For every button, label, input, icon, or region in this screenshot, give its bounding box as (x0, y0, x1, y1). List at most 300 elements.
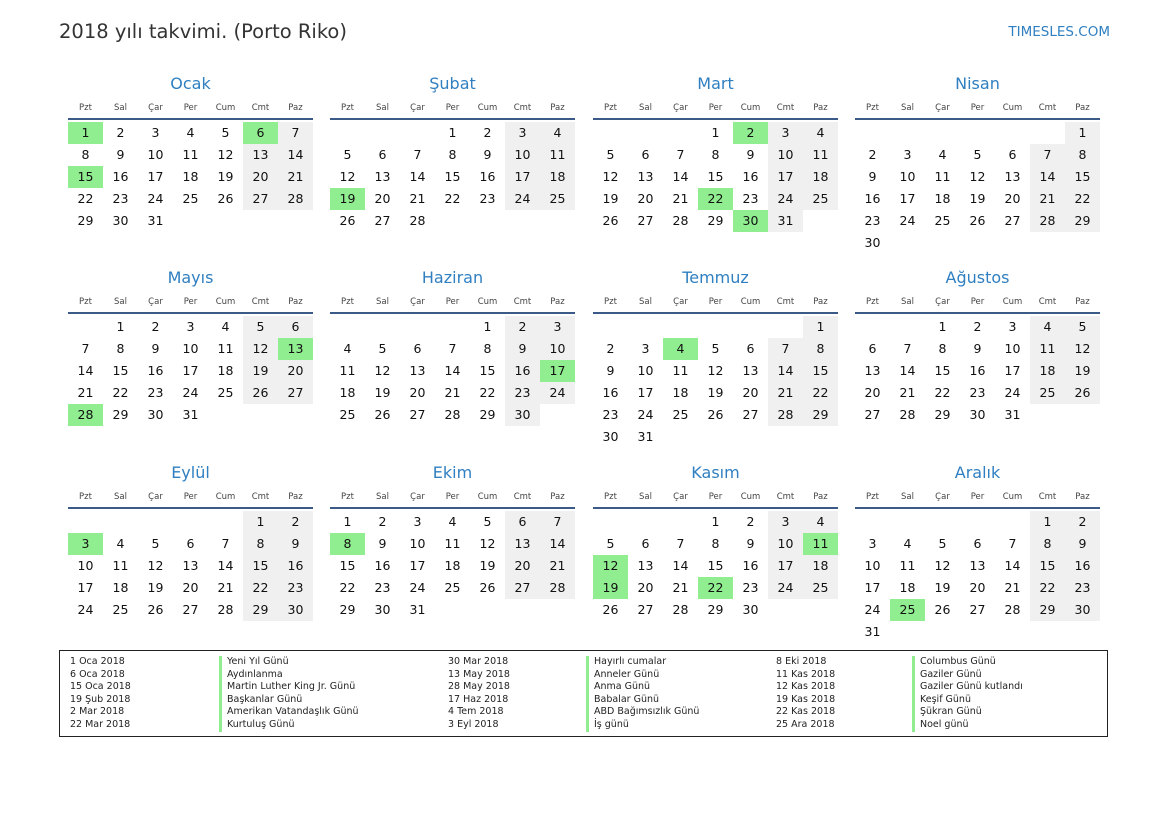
day-cell: 20 (742, 385, 759, 400)
day-grid (593, 511, 838, 621)
day-cell: 6 (1008, 147, 1017, 162)
legend-date: 17 Haz 2018 (448, 693, 509, 705)
day-cell: 15 (444, 169, 461, 184)
day-cell: 14 (899, 363, 916, 378)
day-cell: 23 (742, 191, 759, 206)
day-cell: 13 (742, 363, 759, 378)
day-cell: 9 (151, 341, 160, 356)
day-cell: 15 (243, 555, 278, 577)
weekday-label: Cum (1002, 297, 1023, 307)
day-cell: 21 (1030, 188, 1065, 210)
weekday-label: Çar (935, 492, 950, 502)
empty-cell (435, 316, 470, 338)
day-cell: 30 (505, 404, 540, 426)
day-cell: 6 (378, 147, 387, 162)
day-cell: 2 (151, 319, 160, 334)
day-cell: 4 (1030, 316, 1065, 338)
day-cell: 22 (479, 385, 496, 400)
day-cell: 7 (413, 147, 422, 162)
weekday-label: Paz (550, 297, 565, 307)
day-cell: 24 (637, 407, 654, 422)
day-cell: 7 (448, 341, 457, 356)
day-cell: 3 (768, 122, 803, 144)
day-cell: 29 (479, 407, 496, 422)
day-cell: 12 (339, 169, 356, 184)
day-cell: 26 (479, 580, 496, 595)
day-cell: 30 (1065, 599, 1100, 621)
legend-date: 15 Oca 2018 (70, 681, 131, 693)
day-cell: 5 (1065, 316, 1100, 338)
day-cell: 11 (899, 558, 916, 573)
day-cell: 3 (540, 316, 575, 338)
day-cell: 8 (330, 533, 365, 555)
weekday-label: Cmt (1038, 297, 1057, 307)
legend-holiday-name: Columbus Günü (912, 656, 1023, 669)
weekday-label: Per (183, 103, 198, 113)
day-cell: 19 (969, 191, 986, 206)
weekday-label: Sal (639, 492, 652, 502)
day-cell: 13 (864, 363, 881, 378)
day-cell: 17 (899, 191, 916, 206)
day-grid (330, 316, 575, 426)
day-cell: 25 (112, 602, 129, 617)
legend-holiday-name: Gaziler Günü (912, 669, 1023, 682)
weekday-header (330, 487, 575, 507)
day-cell: 11 (803, 533, 838, 555)
day-cell: 22 (934, 385, 951, 400)
weekday-label: Per (970, 297, 985, 307)
day-cell: 23 (112, 191, 129, 206)
day-cell: 7 (676, 147, 685, 162)
day-cell: 2 (868, 147, 877, 162)
weekday-label: Per (708, 492, 723, 502)
day-cell: 3 (505, 122, 540, 144)
day-cell: 31 (637, 429, 654, 444)
day-cell: 24 (864, 602, 881, 617)
day-cell: 3 (903, 147, 912, 162)
day-cell: 31 (409, 602, 426, 617)
month-block (68, 72, 313, 232)
day-cell: 15 (707, 169, 724, 184)
day-cell: 29 (803, 404, 838, 426)
day-cell: 16 (147, 363, 164, 378)
weekday-label: Paz (288, 103, 303, 113)
weekday-label: Sal (376, 103, 389, 113)
empty-cell (628, 316, 663, 338)
day-cell: 2 (973, 319, 982, 334)
header-divider (855, 312, 1100, 314)
day-cell: 11 (1030, 338, 1065, 360)
month-block (593, 461, 838, 621)
day-cell: 6 (243, 122, 278, 144)
day-cell: 26 (602, 602, 619, 617)
month-block (593, 72, 838, 232)
day-cell: 18 (540, 166, 575, 188)
day-cell: 26 (147, 602, 164, 617)
day-cell: 6 (413, 341, 422, 356)
day-cell: 25 (182, 191, 199, 206)
day-cell: 16 (112, 169, 129, 184)
day-cell: 30 (864, 235, 881, 250)
weekday-label: Çar (410, 492, 425, 502)
day-cell: 21 (672, 580, 689, 595)
day-cell: 5 (938, 536, 947, 551)
day-cell: 15 (707, 558, 724, 573)
day-cell: 16 (602, 385, 619, 400)
day-cell: 30 (147, 407, 164, 422)
day-cell: 28 (899, 407, 916, 422)
day-cell: 28 (217, 602, 234, 617)
empty-cell (103, 511, 138, 533)
day-cell: 20 (278, 360, 313, 382)
legend-holiday-name: Şükran Günü (912, 706, 1023, 719)
day-cell: 10 (147, 147, 164, 162)
day-cell: 21 (672, 191, 689, 206)
header-divider (68, 507, 313, 509)
day-cell: 29 (243, 599, 278, 621)
day-cell: 7 (278, 122, 313, 144)
site-link[interactable]: TIMESLES.COM (1008, 24, 1110, 40)
empty-cell (768, 316, 803, 338)
weekday-label: Per (445, 492, 460, 502)
day-cell: 28 (444, 407, 461, 422)
day-cell: 17 (147, 169, 164, 184)
month-name: Ekim (432, 463, 473, 482)
legend-date: 22 Kas 2018 (776, 706, 836, 718)
day-cell: 9 (505, 338, 540, 360)
day-cell: 4 (448, 514, 457, 529)
day-cell: 2 (505, 316, 540, 338)
day-cell: 10 (182, 341, 199, 356)
weekday-label: Sal (639, 103, 652, 113)
day-cell: 3 (868, 536, 877, 551)
day-cell: 19 (934, 580, 951, 595)
legend-names-col-2 (586, 656, 699, 732)
weekday-label: Per (708, 103, 723, 113)
day-grid (855, 122, 1100, 254)
day-cell: 1 (68, 122, 103, 144)
day-cell: 20 (864, 385, 881, 400)
day-cell: 18 (934, 191, 951, 206)
empty-cell (855, 511, 890, 533)
day-cell: 11 (540, 144, 575, 166)
empty-cell (365, 122, 400, 144)
weekday-label: Çar (935, 103, 950, 113)
header-divider (330, 312, 575, 314)
day-cell: 8 (1065, 144, 1100, 166)
day-cell: 17 (182, 363, 199, 378)
day-cell: 27 (243, 188, 278, 210)
day-cell: 26 (339, 213, 356, 228)
day-cell: 7 (1030, 144, 1065, 166)
weekday-label: Cmt (251, 492, 270, 502)
day-cell: 8 (81, 147, 90, 162)
day-cell: 1 (711, 514, 720, 529)
day-cell: 1 (938, 319, 947, 334)
day-cell: 22 (77, 191, 94, 206)
day-cell: 23 (374, 580, 391, 595)
day-cell: 24 (1004, 385, 1021, 400)
day-cell: 6 (505, 511, 540, 533)
day-cell: 18 (672, 385, 689, 400)
day-cell: 2 (278, 511, 313, 533)
day-cell: 23 (147, 385, 164, 400)
day-cell: 5 (973, 147, 982, 162)
day-cell: 25 (540, 188, 575, 210)
day-cell: 18 (1030, 360, 1065, 382)
day-cell: 3 (641, 341, 650, 356)
weekday-label: Cum (740, 297, 761, 307)
day-cell: 17 (768, 555, 803, 577)
weekday-label: Cmt (1038, 103, 1057, 113)
legend-names-col-3 (912, 656, 1023, 732)
weekday-label: Çar (148, 297, 163, 307)
day-cell: 29 (112, 407, 129, 422)
day-cell: 31 (864, 624, 881, 639)
day-cell: 30 (742, 602, 759, 617)
day-cell: 18 (803, 555, 838, 577)
day-cell: 12 (374, 363, 391, 378)
weekday-label: Pzt (341, 297, 354, 307)
empty-cell (68, 316, 103, 338)
day-cell: 3 (151, 125, 160, 140)
legend-holiday-name: Anma Günü (586, 681, 699, 694)
weekday-label: Paz (813, 492, 828, 502)
day-cell: 29 (77, 213, 94, 228)
day-cell: 23 (864, 213, 881, 228)
weekday-label: Sal (901, 297, 914, 307)
day-cell: 18 (444, 558, 461, 573)
day-cell: 6 (641, 536, 650, 551)
day-cell: 10 (864, 558, 881, 573)
day-cell: 25 (1030, 382, 1065, 404)
day-cell: 24 (540, 382, 575, 404)
day-cell: 12 (969, 169, 986, 184)
day-cell: 19 (707, 385, 724, 400)
weekday-label: Per (445, 297, 460, 307)
day-cell: 8 (711, 536, 720, 551)
day-cell: 8 (938, 341, 947, 356)
day-cell: 14 (1030, 166, 1065, 188)
day-cell: 26 (217, 191, 234, 206)
day-cell: 9 (116, 147, 125, 162)
day-cell: 15 (934, 363, 951, 378)
weekday-label: Pzt (866, 492, 879, 502)
day-cell: 7 (1008, 536, 1017, 551)
header-divider (593, 312, 838, 314)
day-cell: 27 (1004, 213, 1021, 228)
day-cell: 13 (243, 144, 278, 166)
legend-dates-col-2 (448, 656, 510, 732)
empty-cell (855, 122, 890, 144)
day-cell: 16 (505, 360, 540, 382)
day-cell: 2 (378, 514, 387, 529)
weekday-label: Paz (813, 297, 828, 307)
day-cell: 11 (444, 536, 461, 551)
month-block (855, 461, 1100, 643)
day-cell: 14 (672, 169, 689, 184)
day-cell: 28 (768, 404, 803, 426)
day-cell: 7 (81, 341, 90, 356)
day-cell: 9 (378, 536, 387, 551)
day-cell: 27 (409, 407, 426, 422)
day-cell: 11 (182, 147, 199, 162)
weekday-label: Cum (477, 103, 498, 113)
day-cell: 10 (77, 558, 94, 573)
day-cell: 12 (479, 536, 496, 551)
day-cell: 23 (742, 580, 759, 595)
legend-holiday-name: Hayırlı cumalar (586, 656, 699, 669)
day-cell: 13 (637, 169, 654, 184)
day-cell: 20 (969, 580, 986, 595)
weekday-label: Pzt (79, 103, 92, 113)
weekday-header (330, 98, 575, 118)
empty-cell (365, 316, 400, 338)
empty-cell (890, 316, 925, 338)
day-grid (68, 122, 313, 232)
day-cell: 16 (1065, 555, 1100, 577)
day-cell: 21 (768, 382, 803, 404)
day-cell: 8 (116, 341, 125, 356)
day-cell: 5 (151, 536, 160, 551)
day-cell: 23 (479, 191, 496, 206)
day-cell: 20 (374, 191, 391, 206)
month-name: Ağustos (945, 268, 1010, 287)
day-cell: 6 (868, 341, 877, 356)
legend-holiday-name: Aydınlanma (219, 669, 359, 682)
day-cell: 29 (707, 602, 724, 617)
day-cell: 28 (409, 213, 426, 228)
empty-cell (663, 316, 698, 338)
empty-cell (593, 316, 628, 338)
page-title: 2018 yılı takvimi. (Porto Riko) (59, 20, 347, 43)
day-cell: 11 (672, 363, 689, 378)
weekday-label: Pzt (604, 492, 617, 502)
day-cell: 22 (339, 580, 356, 595)
day-cell: 27 (969, 602, 986, 617)
weekday-header (68, 98, 313, 118)
day-cell: 9 (483, 147, 492, 162)
empty-cell (68, 511, 103, 533)
day-cell: 4 (903, 536, 912, 551)
day-cell: 1 (803, 316, 838, 338)
weekday-header (593, 487, 838, 507)
empty-cell (663, 511, 698, 533)
weekday-label: Paz (1075, 297, 1090, 307)
day-cell: 8 (483, 341, 492, 356)
day-grid (330, 122, 575, 232)
day-cell: 10 (768, 144, 803, 166)
header-divider (68, 118, 313, 120)
day-cell: 22 (803, 382, 838, 404)
day-cell: 14 (278, 144, 313, 166)
legend-holiday-name: Keşif Günü (912, 694, 1023, 707)
legend-holiday-name: İş günü (586, 719, 699, 732)
day-cell: 1 (243, 511, 278, 533)
month-block (68, 266, 313, 426)
legend-holiday-name: Yeni Yıl Günü (219, 656, 359, 669)
day-cell: 5 (243, 316, 278, 338)
weekday-label: Pzt (341, 103, 354, 113)
day-cell: 26 (934, 602, 951, 617)
day-cell: 22 (1065, 188, 1100, 210)
day-cell: 22 (698, 188, 733, 210)
day-cell: 5 (483, 514, 492, 529)
weekday-label: Çar (935, 297, 950, 307)
empty-cell (995, 511, 1030, 533)
day-cell: 28 (68, 404, 103, 426)
day-cell: 26 (602, 213, 619, 228)
day-cell: 20 (182, 580, 199, 595)
day-cell: 19 (1065, 360, 1100, 382)
day-cell: 9 (868, 169, 877, 184)
legend-date: 6 Oca 2018 (70, 668, 125, 680)
weekday-label: Per (183, 492, 198, 502)
day-cell: 3 (186, 319, 195, 334)
day-cell: 29 (707, 213, 724, 228)
weekday-label: Paz (1075, 492, 1090, 502)
day-cell: 12 (707, 363, 724, 378)
day-cell: 8 (448, 147, 457, 162)
day-cell: 24 (182, 385, 199, 400)
day-cell: 6 (186, 536, 195, 551)
weekday-label: Cmt (776, 297, 795, 307)
day-cell: 5 (343, 147, 352, 162)
weekday-label: Pzt (866, 103, 879, 113)
weekday-label: Per (970, 103, 985, 113)
header-divider (68, 312, 313, 314)
day-cell: 30 (374, 602, 391, 617)
day-cell: 20 (1004, 191, 1021, 206)
weekday-label: Pzt (341, 492, 354, 502)
weekday-label: Per (708, 297, 723, 307)
day-cell: 17 (864, 580, 881, 595)
day-cell: 1 (483, 319, 492, 334)
month-block (330, 461, 575, 621)
day-cell: 28 (672, 602, 689, 617)
day-cell: 11 (217, 341, 234, 356)
legend-date: 3 Eyl 2018 (448, 718, 499, 730)
day-cell: 11 (803, 144, 838, 166)
day-cell: 1 (343, 514, 352, 529)
legend-names-col-1 (219, 656, 359, 732)
weekday-label: Çar (673, 297, 688, 307)
day-cell: 30 (278, 599, 313, 621)
day-cell: 13 (182, 558, 199, 573)
day-cell: 4 (938, 147, 947, 162)
day-cell: 16 (479, 169, 496, 184)
day-cell: 8 (711, 147, 720, 162)
day-cell: 28 (540, 577, 575, 599)
weekday-label: Paz (550, 492, 565, 502)
day-cell: 30 (112, 213, 129, 228)
day-cell: 25 (444, 580, 461, 595)
day-cell: 22 (243, 577, 278, 599)
day-cell: 10 (540, 338, 575, 360)
weekday-label: Sal (114, 103, 127, 113)
day-cell: 24 (147, 191, 164, 206)
legend-date: 25 Ara 2018 (776, 718, 835, 730)
day-cell: 19 (330, 188, 365, 210)
day-cell: 23 (1065, 577, 1100, 599)
month-name: Haziran (421, 268, 484, 287)
day-cell: 2 (606, 341, 615, 356)
day-cell: 24 (77, 602, 94, 617)
weekday-label: Çar (673, 103, 688, 113)
empty-cell (400, 122, 435, 144)
day-cell: 27 (374, 213, 391, 228)
day-cell: 20 (637, 580, 654, 595)
